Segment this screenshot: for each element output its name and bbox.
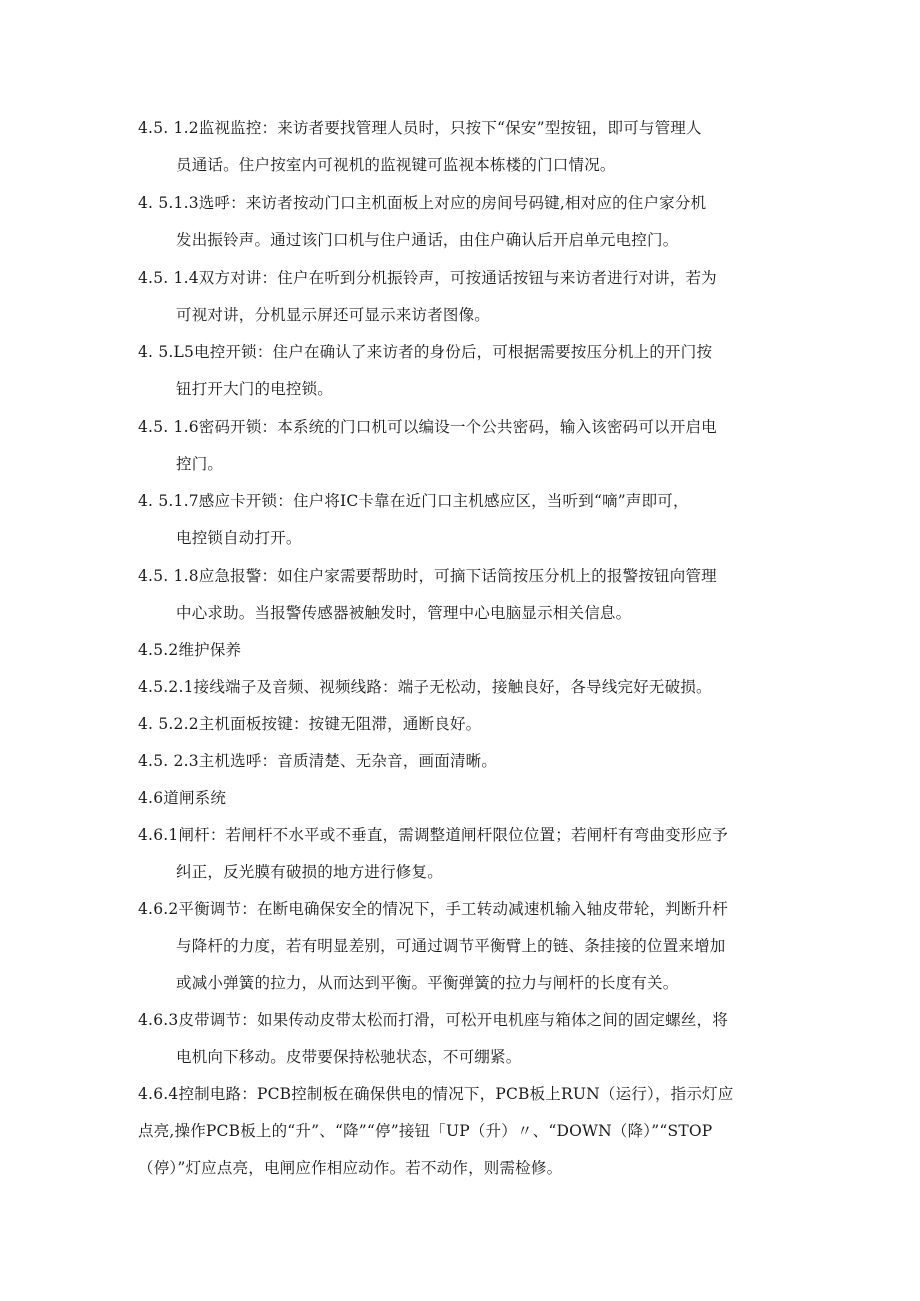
text-line: 电控锁自动打开。 (176, 529, 302, 547)
text-line: 4.6.2平衡调节：在断电确保安全的情况下，手工转动减速机输入轴皮带轮，判断升杆 (138, 900, 728, 918)
text-line: 4.5. 2.3主机选呼：音质清楚、无杂音，画面清晰。 (138, 752, 498, 770)
text-line: 4. 5.L5电控开锁：住户在确认了来访者的身份后，可根据需要按压分机上的开门按 (138, 343, 713, 361)
text-line: 4. 5.1.7感应卡开锁：住户将IC卡靠在近门口主机感应区，当听到“嘀”声即可， (138, 492, 689, 510)
text-line: 4.5. 1.6密码开锁：本系统的门口机可以编设一个公共密码，输入该密码可以开启电 (138, 418, 717, 436)
section-heading: 4.6道闸系统 (138, 789, 227, 807)
text-line: 4.5.2.1接线端子及音频、视频线路：端子无松动，接触良好，各导线完好无破损。 (138, 678, 712, 696)
text-line: 4.6.4控制电路：PCB控制板在确保供电的情况下，PCB板上RUN（运行），指示灯应 (138, 1085, 734, 1103)
text-line: 电机向下移动。皮带要保持松驰状态，不可绷紧。 (176, 1048, 522, 1066)
text-line: 纠正，反光膜有破损的地方进行修复。 (176, 863, 443, 881)
text-line: 4. 5.2.2主机面板按键：按键无阻滞，通断良好。 (138, 715, 482, 733)
text-line: 4.6.1闸杆：若闸杆不水平或不垂直，需调整道闸杆限位位置；若闸杆有弯曲变形应予 (138, 826, 728, 844)
text-line: 中心求助。当报警传感器被触发时，管理中心电脑显示相关信息。 (176, 604, 632, 622)
text-line: 发出振铃声。通过该门口机与住户通话，由住户确认后开启单元电控门。 (176, 231, 679, 249)
text-line: 员通话。住户按室内可视机的监视键可监视本栋楼的门口情况。 (176, 156, 616, 174)
text-line: 钮打开大门的电控锁。 (176, 380, 334, 398)
text-line: 4.6.3皮带调节：如果传动皮带太松而打滑，可松开电机座与箱体之间的固定螺丝，将 (138, 1011, 728, 1029)
text-line: 点亮,操作PCB板上的“升”、“降”“停”接钮「UP（升）〃、“DOWN（降）”“STOP (138, 1122, 713, 1140)
text-line: 4.5. 1.4双方对讲：住户在听到分机振铃声，可按通话按钮与来访者进行对讲，若为 (138, 269, 717, 287)
text-line: 控门。 (176, 455, 224, 473)
text-line: 可视对讲，分机显示屏还可显示来访者图像。 (176, 306, 491, 324)
text-line: （停）”灯应点亮，电闸应作相应动作。若不动作，则需检修。 (138, 1159, 563, 1177)
text-line: 与降杆的力度，若有明显差别，可通过调节平衡臂上的链、条挂接的位置来增加 (176, 937, 726, 955)
text-line: 4. 5.1.3选呼：来访者按动门口主机面板上对应的房间号码键,相对应的住户家分机 (138, 194, 707, 212)
text-line: 或减小弹簧的拉力，从而达到平衡。平衡弹簧的拉力与闸杆的长度有关。 (176, 974, 679, 992)
text-line: 4.5. 1.8应急报警：如住户家需要帮助时，可摘下话筒按压分机上的报警按钮向管理 (138, 567, 717, 585)
text-line: 4.5. 1.2监视监控：来访者要找管理人员时，只按下“保安”型按钮，即可与管理人 (138, 119, 702, 137)
section-heading: 4.5.2维护保养 (138, 641, 242, 659)
